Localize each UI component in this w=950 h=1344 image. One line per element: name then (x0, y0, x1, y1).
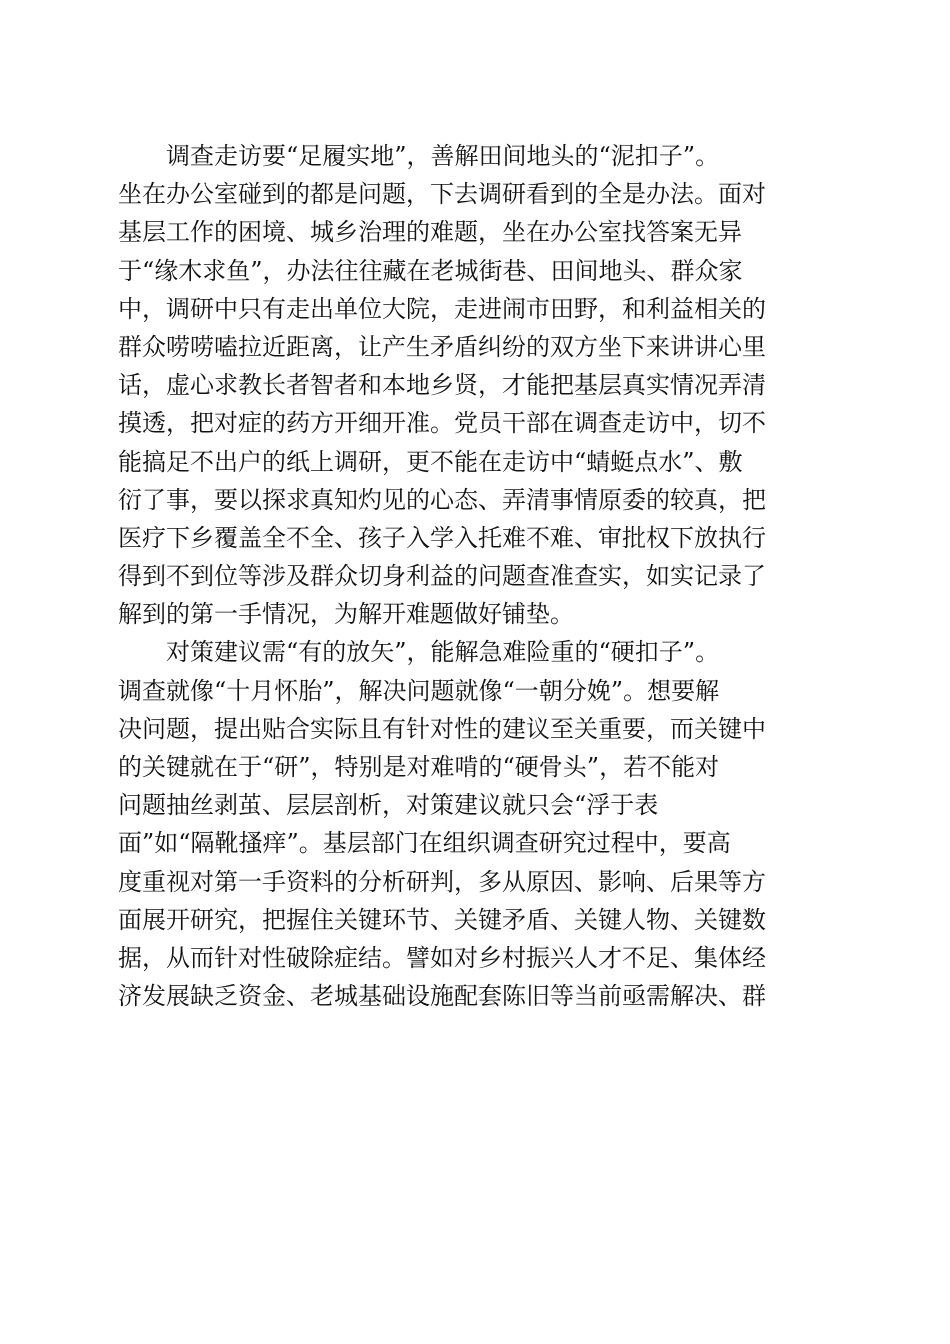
text-line: 于“缘木求鱼”，办法往往藏在老城街巷、田间地头、群众家 (118, 256, 743, 285)
text-line: 坐在办公室碰到的都是问题，下去调研看到的全是办法。面对 (118, 180, 766, 209)
text-line: 决问题，提出贴合实际且有针对性的建议至关重要，而关键中 (118, 714, 766, 743)
text-line: 群众唠唠嗑拉近距离，让产生矛盾纠纷的双方坐下来讲讲心里 (118, 332, 766, 361)
body-text (118, 137, 829, 1015)
text-line: 的关键就在于“研”，特别是对难啃的“硬骨头”，若不能对 (118, 753, 720, 781)
text-line: 中，调研中只有走出单位大院，走进闹市田野，和利益相关的 (118, 294, 766, 323)
text-line: 医疗下乡覆盖全不全、孩子入学入托难不难、审批权下放执行 (118, 523, 766, 552)
text-line: 据，从而针对性破除症结。譬如对乡村振兴人才不足、集体经 (118, 943, 766, 972)
text-line: 面”如“隔靴搔痒”。基层部门在组织调查研究过程中，要高 (118, 829, 731, 858)
text-line: 调查走访要“足履实地”，善解田间地头的“泥扣子”。 (118, 142, 720, 170)
paragraph-1 (118, 137, 829, 633)
text-line: 解到的第一手情况，为解开难题做好铺垫。 (118, 600, 574, 629)
text-line: 基层工作的困境、城乡治理的难题，坐在办公室找答案无异 (118, 218, 742, 247)
text-line: 度重视对第一手资料的分析研判，多从原因、影响、后果等方 (118, 867, 766, 896)
text-line: 话，虚心求教长者智者和本地乡贤，才能把基层真实情况弄清 (118, 371, 766, 400)
paragraph-2 (118, 633, 829, 1015)
text-line: 衍了事，要以探求真知灼见的心态、弄清事情原委的较真，把 (118, 485, 766, 514)
text-line: 调查就像“十月怀胎”，解决问题就像“一朝分娩”。想要解 (118, 676, 720, 705)
text-line: 摸透，把对症的药方开细开准。党员干部在调查走访中，切不 (118, 409, 766, 438)
text-line: 能搞足不出户的纸上调研，更不能在走访中“蜻蜓点水”、敷 (118, 447, 743, 476)
text-line: 面展开研究，把握住关键环节、关键矛盾、关键人物、关键数 (118, 905, 766, 934)
text-line: 济发展缺乏资金、老城基础设施配套陈旧等当前亟需解决、群 (118, 982, 766, 1011)
text-line: 得到不到位等涉及群众切身利益的问题查准查实，如实记录了 (118, 562, 766, 591)
text-line: 问题抽丝剥茧、层层剖析，对策建议就只会“浮于表 (118, 791, 659, 820)
text-line: 对策建议需“有的放矢”，能解急难险重的“硬扣子”。 (118, 638, 720, 667)
